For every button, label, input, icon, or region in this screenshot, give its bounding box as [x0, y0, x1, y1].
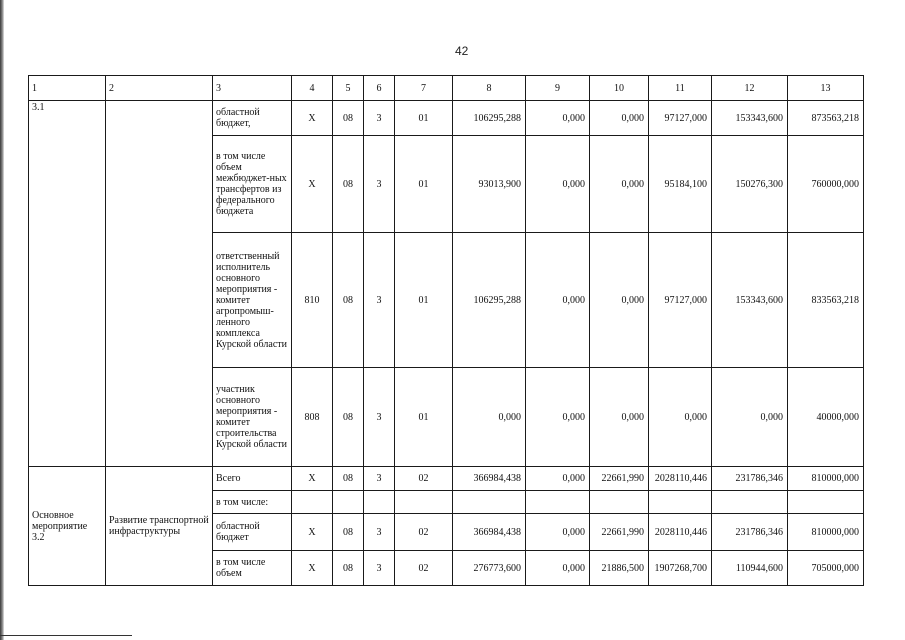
value-cell: [453, 491, 526, 514]
table-cell: 08: [333, 368, 364, 467]
table-cell: X: [292, 136, 333, 233]
table-cell: 02: [395, 467, 453, 491]
header-cell: 1: [29, 76, 106, 101]
value-cell: 0,000: [526, 551, 590, 586]
table-row: [29, 101, 864, 136]
value-cell: 1907268,700: [649, 551, 712, 586]
header-cell: 10: [590, 76, 649, 101]
funding-source-cell: в том числе:: [213, 491, 292, 514]
table-cell: [333, 491, 364, 514]
table-cell: 01: [395, 136, 453, 233]
value-cell: 22661,990: [590, 514, 649, 551]
table-cell: 01: [395, 101, 453, 136]
table-cell: [364, 491, 395, 514]
value-cell: [590, 491, 649, 514]
table-cell: 08: [333, 467, 364, 491]
table-cell: 3: [364, 101, 395, 136]
item-number-cell: Основное мероприятие 3.2: [29, 467, 106, 586]
table-cell: 808: [292, 368, 333, 467]
value-cell: 106295,288: [453, 101, 526, 136]
table-cell: [395, 491, 453, 514]
value-cell: 810000,000: [788, 467, 864, 491]
value-cell: 760000,000: [788, 136, 864, 233]
value-cell: 231786,346: [712, 467, 788, 491]
item-name-cell: Развитие транспортной инфраструктуры: [106, 467, 213, 586]
table-cell: 3: [364, 467, 395, 491]
header-cell: 11: [649, 76, 712, 101]
funding-source-cell: ответственный исполнитель основного мероприятия - комитет агропромыш-ленного комплекса Курской области: [213, 233, 292, 368]
table-cell: 08: [333, 136, 364, 233]
table-cell: 02: [395, 551, 453, 586]
header-cell: 6: [364, 76, 395, 101]
value-cell: 95184,100: [649, 136, 712, 233]
value-cell: 0,000: [526, 101, 590, 136]
table-row: [29, 467, 864, 491]
value-cell: 106295,288: [453, 233, 526, 368]
value-cell: 22661,990: [590, 467, 649, 491]
value-cell: 0,000: [590, 136, 649, 233]
table-cell: X: [292, 467, 333, 491]
table-cell: 3: [364, 368, 395, 467]
value-cell: [788, 491, 864, 514]
table-cell: 08: [333, 514, 364, 551]
header-cell: 8: [453, 76, 526, 101]
budget-table: [28, 75, 864, 586]
value-cell: 810000,000: [788, 514, 864, 551]
table-cell: 02: [395, 514, 453, 551]
value-cell: 0,000: [453, 368, 526, 467]
header-cell: 9: [526, 76, 590, 101]
value-cell: 873563,218: [788, 101, 864, 136]
funding-source-cell: в том числе объем: [213, 551, 292, 586]
header-cell: 13: [788, 76, 864, 101]
footnote-rule: [0, 635, 132, 636]
value-cell: 2028110,446: [649, 514, 712, 551]
table-cell: 810: [292, 233, 333, 368]
table-cell: 08: [333, 551, 364, 586]
value-cell: 0,000: [590, 233, 649, 368]
value-cell: 0,000: [712, 368, 788, 467]
value-cell: 21886,500: [590, 551, 649, 586]
funding-source-cell: Всего: [213, 467, 292, 491]
value-cell: 153343,600: [712, 101, 788, 136]
table-cell: 01: [395, 233, 453, 368]
table-cell: 3: [364, 514, 395, 551]
table-header-row: [29, 76, 864, 101]
table-cell: 01: [395, 368, 453, 467]
item-number-cell: 3.1: [29, 101, 106, 467]
value-cell: 0,000: [526, 467, 590, 491]
value-cell: 150276,300: [712, 136, 788, 233]
header-cell: 4: [292, 76, 333, 101]
table-cell: 3: [364, 233, 395, 368]
value-cell: [649, 491, 712, 514]
funding-source-cell: областной бюджет,: [213, 101, 292, 136]
value-cell: 97127,000: [649, 101, 712, 136]
header-cell: 5: [333, 76, 364, 101]
header-cell: 7: [395, 76, 453, 101]
value-cell: 2028110,446: [649, 467, 712, 491]
table-cell: 08: [333, 233, 364, 368]
table-cell: X: [292, 101, 333, 136]
value-cell: 366984,438: [453, 467, 526, 491]
table-cell: 3: [364, 136, 395, 233]
value-cell: 0,000: [649, 368, 712, 467]
table-cell: X: [292, 514, 333, 551]
value-cell: 0,000: [526, 136, 590, 233]
value-cell: 93013,900: [453, 136, 526, 233]
value-cell: 276773,600: [453, 551, 526, 586]
page-number: 42: [455, 44, 469, 58]
value-cell: [526, 491, 590, 514]
funding-source-cell: в том числе объем межбюджет-ных трансфертов из федерального бюджета: [213, 136, 292, 233]
value-cell: 153343,600: [712, 233, 788, 368]
value-cell: 366984,438: [453, 514, 526, 551]
value-cell: 705000,000: [788, 551, 864, 586]
value-cell: [712, 491, 788, 514]
value-cell: 0,000: [590, 368, 649, 467]
value-cell: 0,000: [526, 514, 590, 551]
header-cell: 2: [106, 76, 213, 101]
table-cell: 3: [364, 551, 395, 586]
funding-source-cell: областной бюджет: [213, 514, 292, 551]
value-cell: 0,000: [526, 368, 590, 467]
value-cell: 833563,218: [788, 233, 864, 368]
header-cell: 12: [712, 76, 788, 101]
header-cell: 3: [213, 76, 292, 101]
table-cell: 08: [333, 101, 364, 136]
value-cell: 0,000: [526, 233, 590, 368]
value-cell: 110944,600: [712, 551, 788, 586]
table-cell: [292, 491, 333, 514]
value-cell: 40000,000: [788, 368, 864, 467]
scan-edge: [0, 0, 4, 640]
item-name-cell: [106, 101, 213, 467]
table-cell: X: [292, 551, 333, 586]
value-cell: 231786,346: [712, 514, 788, 551]
value-cell: 97127,000: [649, 233, 712, 368]
value-cell: 0,000: [590, 101, 649, 136]
funding-source-cell: участник основного мероприятия - комитет строительства Курской области: [213, 368, 292, 467]
